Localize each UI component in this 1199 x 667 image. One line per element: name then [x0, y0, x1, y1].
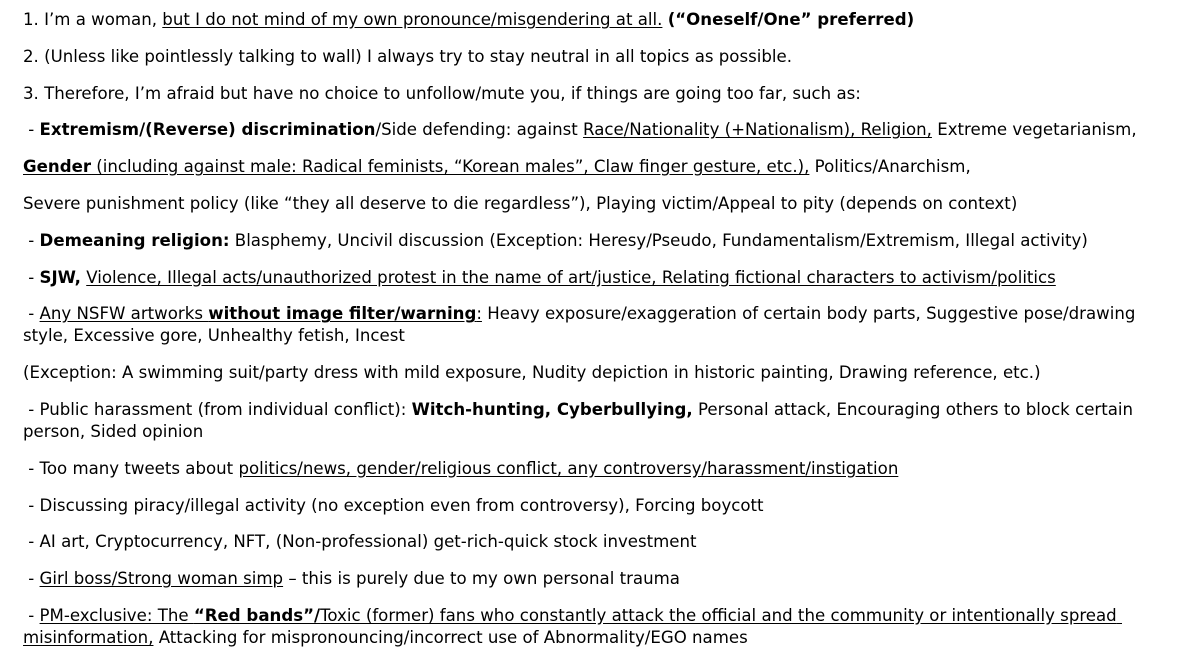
text-segment: Any NSFW artworks — [39, 304, 209, 324]
text-segment: – this is purely due to my own personal trauma — [283, 569, 680, 589]
text-segment: Extreme vegetarianism, — [931, 120, 1137, 140]
rule-line — [23, 193, 1163, 215]
rule-line — [23, 46, 1163, 68]
text-segment: politics/news, gender/religious conflict, any controversy/harassment/instigation — [238, 458, 899, 478]
rule-line — [23, 399, 1163, 443]
text-segment: Personal attack, Encouraging others to block certain person, Sided opinion — [23, 399, 1139, 441]
text-segment: Extremism/(Reverse) discrimination — [39, 120, 376, 140]
text-segment: 2. (Unless like pointlessly talking to wall) I always try to stay neutral in all topics as possible. — [23, 46, 792, 66]
rule-line — [23, 303, 1163, 347]
text-segment: Toxic (former) fans who constantly attack the official and the community or intentionally spread misinformation, — [23, 605, 1122, 647]
text-segment: 1. I’m a woman, — [23, 10, 163, 29]
text-segment: Violence, Illegal acts/unauthorized protest in the name of art/justice, Relating fictional characters to activism/politics — [86, 267, 1056, 287]
text-segment: but I do not mind of my own pronounce/misgendering at all. — [162, 10, 663, 29]
rule-line — [23, 9, 1163, 31]
text-segment: Girl boss/Strong woman simp — [39, 569, 284, 589]
text-segment: Blasphemy, Uncivil discussion (Exception: Heresy/Pseudo, Fundamentalism/Extremism, Illegal activity) — [229, 230, 1088, 250]
text-segment: Witch-hunting, Cyberbullying, — [411, 399, 693, 419]
rule-line — [23, 156, 1163, 178]
text-segment: : — [476, 304, 482, 324]
text-segment: (“Oneself/One” preferred) — [667, 10, 915, 29]
text-segment: without image filter/warning — [208, 304, 477, 324]
text-segment: Politics/Anarchism, — [809, 157, 971, 177]
text-segment: - — [23, 569, 40, 589]
text-segment: Heavy exposure/exaggeration of certain body parts, Suggestive pose/drawing style, Excessive gore, Unhealthy fetish, Incest — [23, 304, 1141, 346]
rule-line — [23, 362, 1163, 384]
text-segment: - — [23, 120, 40, 140]
rule-line — [23, 605, 1163, 649]
rule-line — [23, 458, 1163, 480]
text-segment: - Discussing piracy/illegal activity (no exception even from controversy), Forcing boycott — [23, 495, 764, 515]
text-segment: Race/Nationality (+Nationalism), Religion, — [583, 120, 932, 140]
document-body — [23, 9, 1163, 664]
text-segment: - AI art, Cryptocurrency, NFT, (Non-professional) get-rich-quick stock investment — [23, 532, 697, 552]
text-segment: 3. Therefore, I’m afraid but have no choice to unfollow/mute you, if things are going too far, such as: — [23, 83, 861, 103]
text-segment: “Red bands”/ — [193, 605, 321, 625]
rule-line — [23, 568, 1163, 590]
rule-line — [23, 119, 1163, 141]
text-segment: - — [23, 605, 40, 625]
rule-line — [23, 83, 1163, 105]
text-segment: - — [23, 304, 40, 324]
text-segment: Severe punishment policy (like “they all deserve to die regardless”), Playing victim/Appeal to pity (depends on context) — [23, 193, 1018, 213]
text-segment: /Side defending: against — [375, 120, 584, 140]
text-segment: PM-exclusive: The — [39, 605, 194, 625]
text-segment: Demeaning religion: — [39, 230, 230, 250]
text-segment: (Exception: A swimming suit/party dress with mild exposure, Nudity depiction in historic painting, Drawing reference, etc.) — [23, 363, 1041, 383]
rule-line — [23, 267, 1163, 289]
rule-line — [23, 230, 1163, 252]
text-segment: Attacking for mispronouncing/incorrect use of Abnormality/EGO names — [153, 627, 748, 647]
text-segment: Gender — [23, 157, 92, 177]
text-segment: - Too many tweets about — [23, 458, 239, 478]
rule-line — [23, 495, 1163, 517]
rule-line — [23, 531, 1163, 553]
text-segment: SJW, — [39, 267, 81, 287]
text-segment: (including against male: Radical feminists, “Korean males”, Claw finger gesture, etc.), — [91, 157, 810, 177]
text-segment: - — [23, 267, 40, 287]
text-segment: - Public harassment (from individual conflict): — [23, 399, 412, 419]
text-segment: - — [23, 230, 40, 250]
